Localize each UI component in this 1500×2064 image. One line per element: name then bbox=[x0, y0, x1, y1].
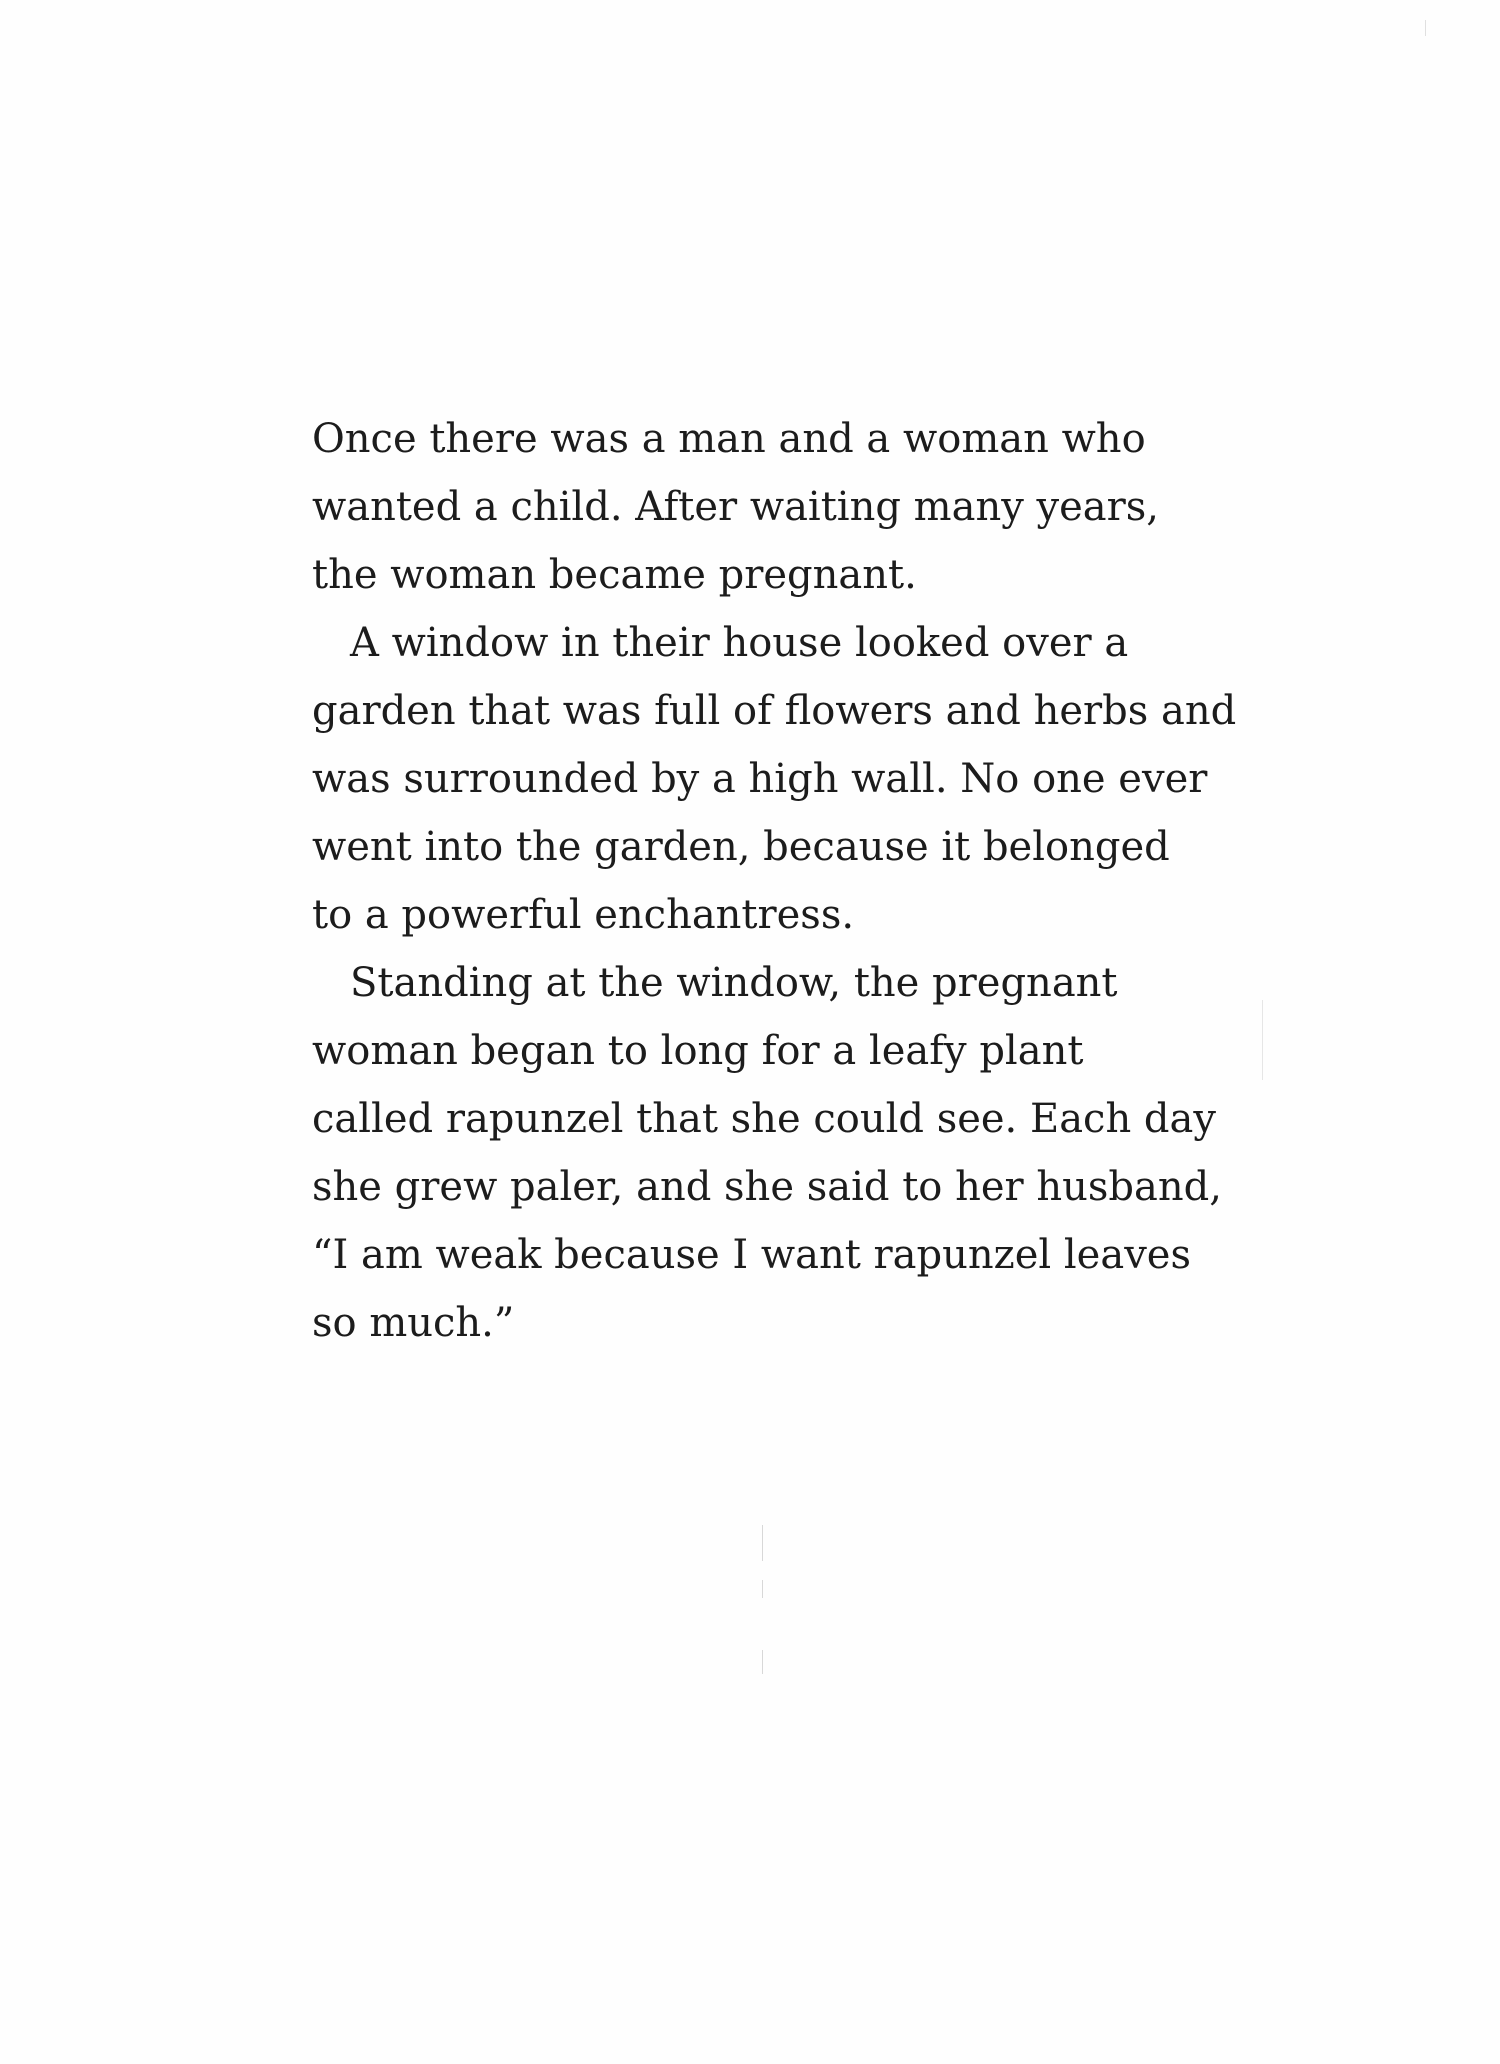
scan-mark bbox=[762, 1580, 763, 1598]
text-line: Standing at the window, the pregnant bbox=[350, 960, 1118, 1006]
text-line: “I am weak because I want rapunzel leaves bbox=[312, 1232, 1191, 1278]
scan-mark bbox=[762, 1525, 763, 1561]
text-line: wanted a child. After waiting many years, bbox=[312, 484, 1159, 530]
text-line: woman began to long for a leafy plant bbox=[312, 1028, 1084, 1074]
text-line: went into the garden, because it belonged bbox=[312, 824, 1170, 870]
text-line: to a powerful enchantress. bbox=[312, 892, 855, 938]
text-line: Once there was a man and a woman who bbox=[312, 416, 1146, 462]
text-line: was surrounded by a high wall. No one ever bbox=[312, 756, 1208, 802]
scan-mark bbox=[762, 1650, 763, 1674]
scan-mark bbox=[1262, 1000, 1263, 1080]
text-line: garden that was full of flowers and herbs and bbox=[312, 688, 1237, 734]
text-line: the woman became pregnant. bbox=[312, 552, 917, 598]
story-text bbox=[312, 405, 1237, 1357]
text-line: so much.” bbox=[312, 1300, 515, 1346]
text-line: she grew paler, and she said to her husband, bbox=[312, 1164, 1222, 1210]
scan-mark bbox=[1425, 20, 1426, 36]
text-line: called rapunzel that she could see. Each day bbox=[312, 1096, 1216, 1142]
text-line: A window in their house looked over a bbox=[350, 620, 1129, 666]
